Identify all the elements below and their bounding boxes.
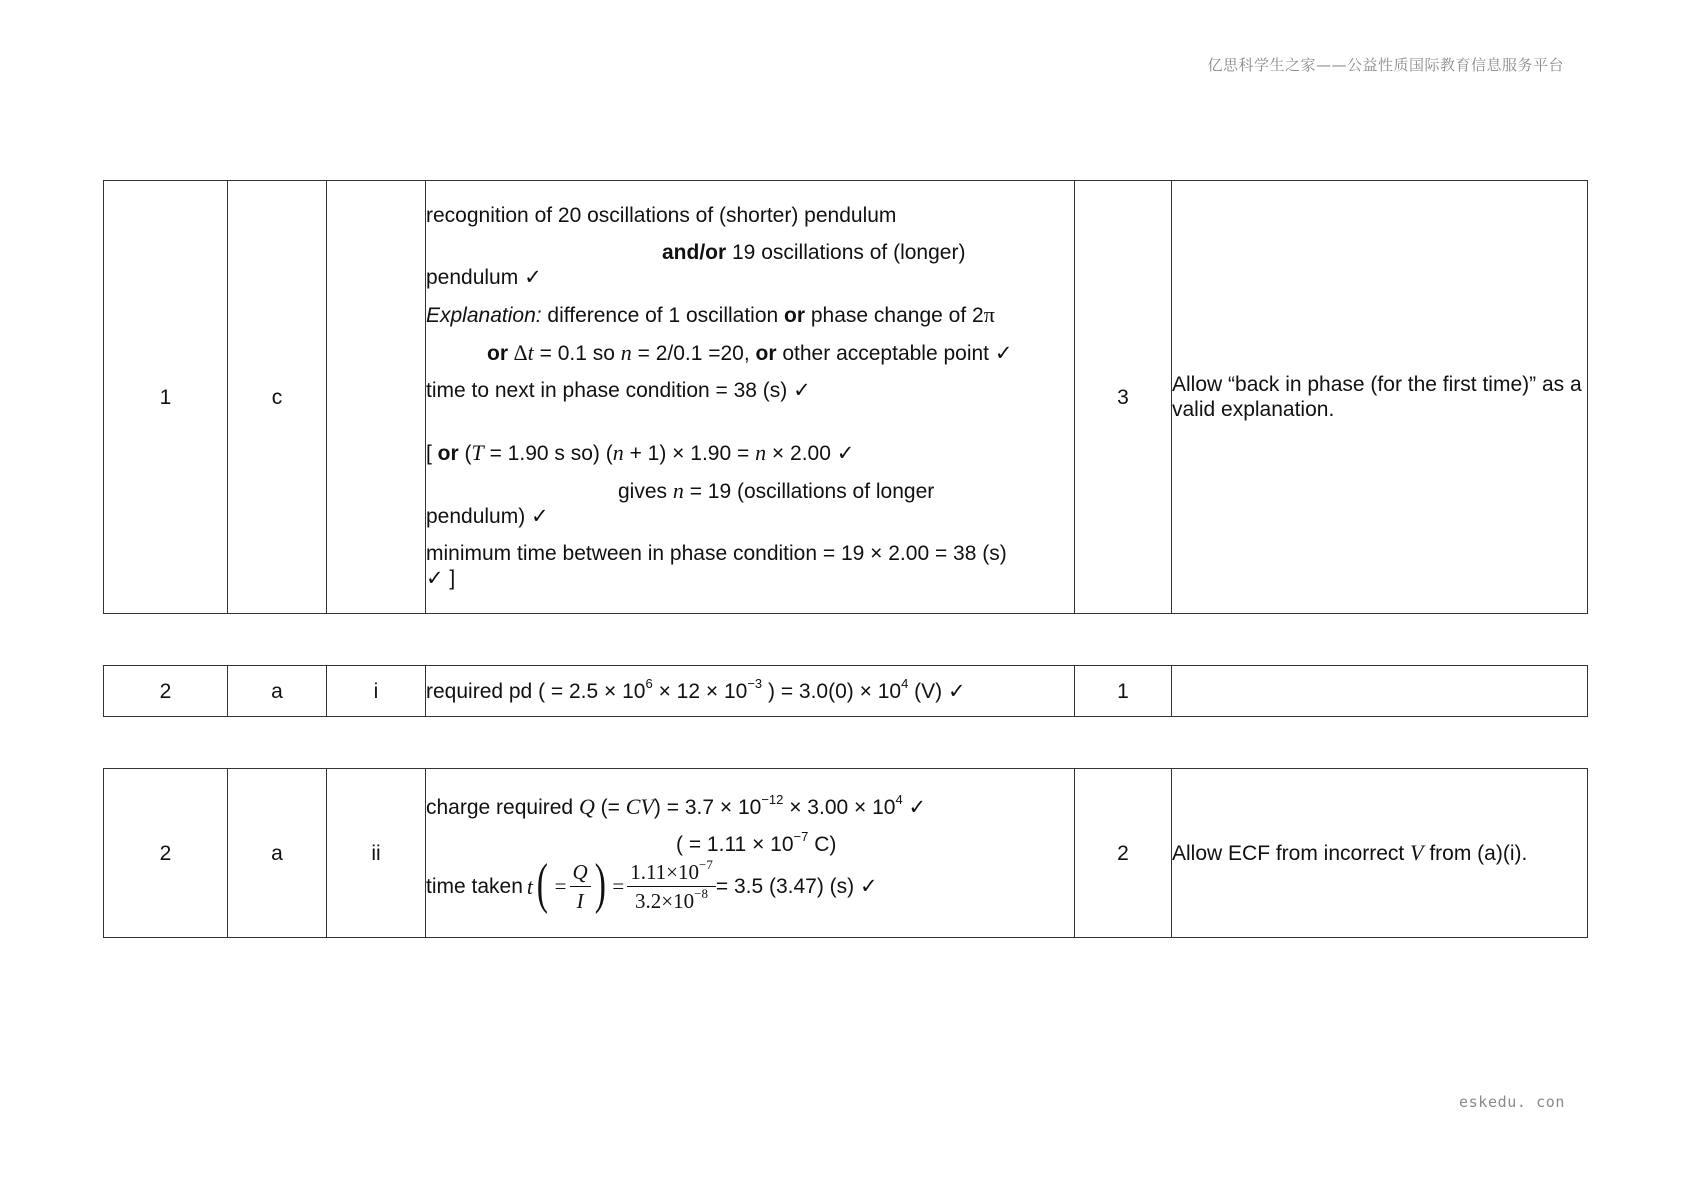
answer-line: pendulum) ✓ [426,505,549,528]
footer-site-url: eskedu. con [1459,1093,1565,1111]
answer-line: or Δt = 0.1 so n = 2/0.1 =20, or other acceptable point ✓ [487,340,1013,365]
header-site-text: 亿思科学生之家——公益性质国际教育信息服务平台 [1207,56,1564,74]
answer-cell [426,181,1075,614]
question-number: 1 [104,181,228,614]
question-subpart: i [327,666,426,717]
fraction: $\frac{1.11\times 10^{-7}}{3.2\times 10^{-8}}$ [627,859,716,914]
answer-line: ✓ ] [426,567,456,590]
answer-line: and/or 19 oscillations of (longer) [662,241,966,264]
table-row [104,769,1588,938]
answer-line: required pd ( = $2.5 \times 10^6 \times 12 \times 10^{-3}$ ) = $3.0(0) \times 10^4$ (V) ✓ [426,675,966,703]
answer-cell [426,666,1075,717]
answer-line: pendulum ✓ [426,266,542,289]
fraction: $\frac{Q}{I}$ [570,859,591,914]
answer-line: time to next in phase condition = 38 (s) ✓ [426,379,811,402]
table-row [104,666,1588,717]
left-paren-icon: ( [536,852,548,915]
answer-line [426,852,1074,915]
marks-cell: 3 [1075,181,1172,614]
question-part: c [228,181,327,614]
markscheme-table-1 [103,180,1588,614]
guidance-cell: Allow “back in phase (for the first time)” as a valid explanation. [1172,181,1588,614]
table-row [104,181,1588,614]
guidance-cell [1172,666,1588,717]
guidance-cell: Allow ECF from incorrect V from (a)(i). [1172,769,1588,938]
answer-cell [426,769,1075,938]
answer-line: recognition of 20 oscillations of (shorter) pendulum [426,204,897,227]
right-paren-icon: ) [594,852,606,915]
answer-line: minimum time between in phase condition = 19 × 2.00 = 38 (s) [426,542,1007,565]
equation: time taken t ( = $\frac{Q}{I}$ ) = $\frac{1.11\times 10^{-7}}{3.2\times 10^{-8}}$ = 3.5 (3.47) (s) ✓ [426,852,878,915]
answer-line: charge required Q (= $CV) = 3.7 \times 10^{-12} \times 3.00 \times 10^4$ ✓ [426,791,927,819]
answer-line: ( = $1.11 \times 10^{-7}$ C) [676,828,837,856]
answer-line: Explanation: difference of 1 oscillation or phase change of 2π [426,302,995,327]
question-subpart [327,181,426,614]
question-number: 2 [104,666,228,717]
marks-cell: 1 [1075,666,1172,717]
question-number: 2 [104,769,228,938]
markscheme-table-2 [103,665,1588,717]
question-part: a [228,666,327,717]
answer-line: [ or (T = 1.90 s so) (n + 1) × 1.90 = n × 2.00 ✓ [426,440,855,465]
answer-line: gives n = 19 (oscillations of longer [618,478,935,503]
markscheme-table-3 [103,768,1588,938]
question-part: a [228,769,327,938]
marks-cell: 2 [1075,769,1172,938]
question-subpart: ii [327,769,426,938]
